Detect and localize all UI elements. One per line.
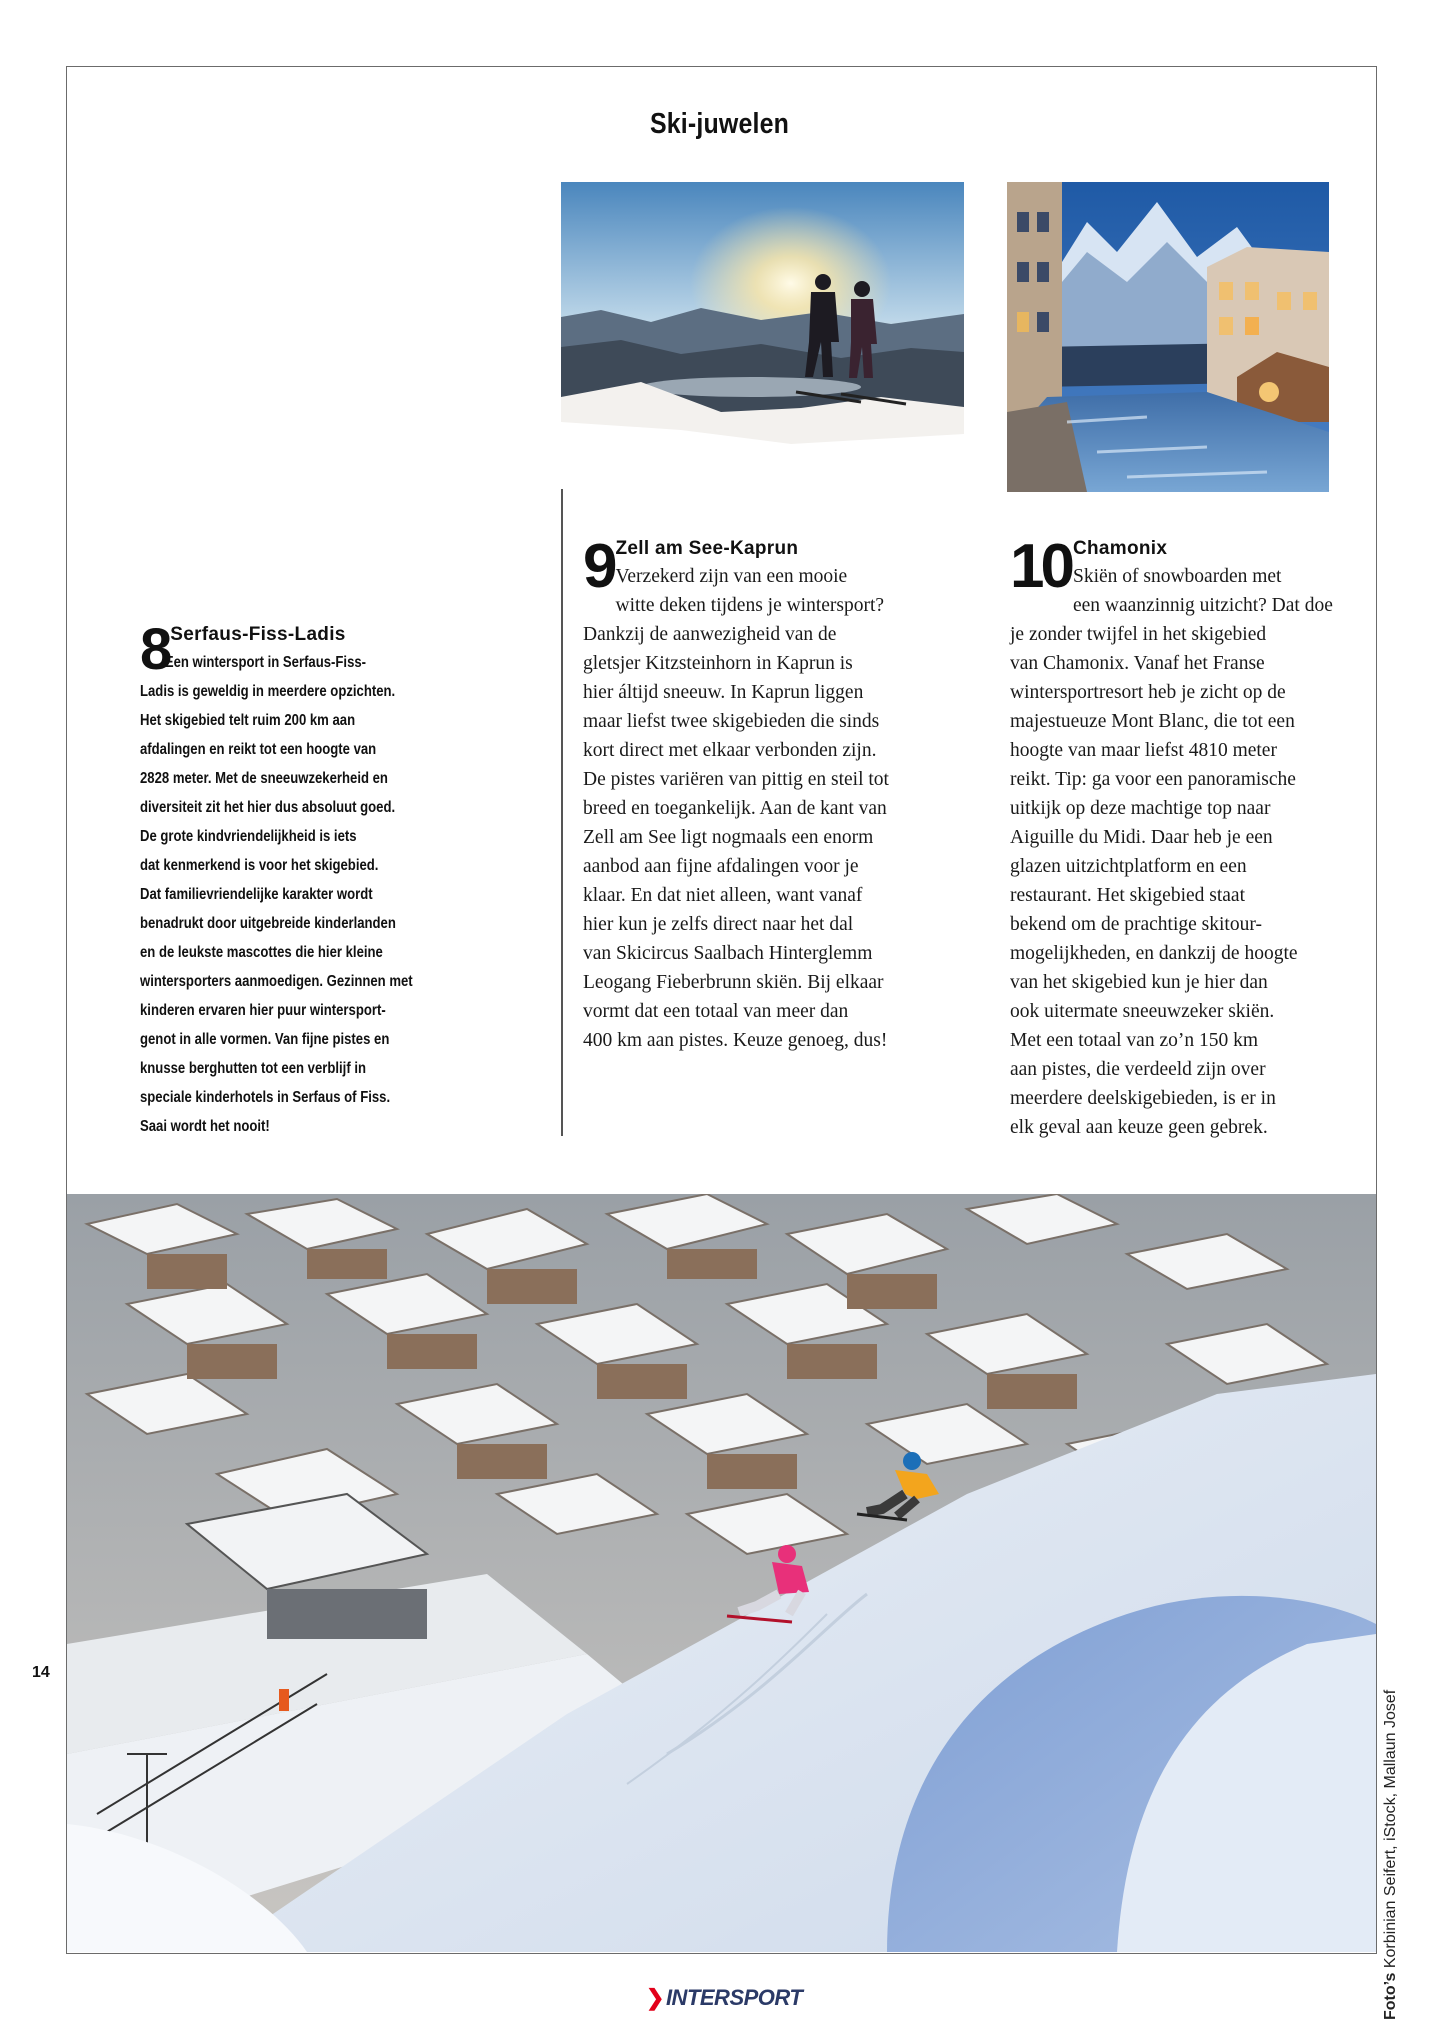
article-body — [140, 648, 437, 1141]
text-line: Dat familievriendelijke karakter wordt — [140, 886, 373, 903]
article-chamonix — [1010, 532, 1350, 1142]
photo-credit — [1382, 1690, 1400, 2020]
article-body — [583, 562, 943, 1055]
text-line: Een wintersport in Serfaus-Fiss- — [164, 654, 367, 671]
text-line: wintersporters aanmoedigen. Gezinnen met — [140, 973, 413, 990]
text-line: ook uitermate sneeuwzeker skiën. — [1010, 1001, 1275, 1022]
photo-zell-am-see — [561, 182, 964, 489]
article-number: 9 — [583, 532, 614, 601]
text-line: Skiën of snowboarden met — [1072, 566, 1282, 587]
text-line: majestueuze Mont Blanc, die tot een — [1010, 711, 1295, 732]
article-title: Serfaus-Fiss-Ladis — [170, 624, 346, 645]
text-line: Zell am See ligt nogmaals een enorm — [583, 827, 874, 848]
text-line: bekend om de prachtige skitour- — [1010, 914, 1262, 935]
text-line: speciale kinderhotels in Serfaus of Fiss. — [140, 1089, 391, 1106]
text-line: mogelijkheden, en dankzij de hoogte — [1010, 943, 1298, 964]
credit-label: Foto’s — [1382, 1972, 1399, 2020]
article-number: 8 — [140, 617, 169, 682]
text-line: kort direct met elkaar verbonden zijn. — [583, 740, 877, 761]
text-line: kinderen ervaren hier puur wintersport- — [140, 1002, 386, 1019]
logo-text: INTERSPORT — [665, 1985, 803, 2010]
text-line: van Chamonix. Vanaf het Franse — [1010, 653, 1265, 674]
logo-mark-icon: ❯ — [646, 1985, 664, 2010]
text-line: witte deken tijdens je wintersport? — [615, 595, 885, 616]
text-line: van Skicircus Saalbach Hinterglemm — [583, 943, 873, 964]
text-line: elk geval aan keuze geen gebrek. — [1010, 1117, 1268, 1138]
text-line: Het skigebied telt ruim 200 km aan — [140, 712, 356, 729]
text-line: restaurant. Het skigebied staat — [1010, 885, 1245, 906]
text-line: van het skigebied kun je hier dan — [1010, 972, 1268, 993]
text-line: hoogte van maar liefst 4810 meter — [1010, 740, 1277, 761]
text-line: De pistes variëren van pittig en steil tot — [583, 769, 889, 790]
article-serfaus — [140, 617, 520, 1141]
credit-text: Korbinian Seifert, iStock, Mallaun Josef — [1382, 1689, 1399, 1973]
text-line: Dankzij de aanwezigheid van de — [583, 624, 837, 645]
text-line: benadrukt door uitgebreide kinderlanden — [140, 915, 396, 932]
text-line: reikt. Tip: ga voor een panoramische — [1010, 769, 1296, 790]
text-line: hier áltijd sneeuw. In Kaprun liggen — [583, 682, 864, 703]
text-line: Ladis is geweldig in meerdere opzichten. — [140, 683, 396, 700]
text-line: hier kun je zelfs direct naar het dal — [583, 914, 854, 935]
text-line: maar liefst twee skigebieden die sinds — [583, 711, 880, 732]
text-line: meerdere deelskigebieden, is er in — [1010, 1088, 1276, 1109]
text-line: Saai wordt het nooit! — [140, 1118, 270, 1135]
page-number: 14 — [32, 1664, 50, 1681]
text-line: diversiteit zit het hier dus absoluut goed. — [140, 799, 396, 816]
text-line: Verzekerd zijn van een mooie — [615, 566, 848, 587]
column-divider — [561, 489, 563, 1136]
text-line: uitkijk op deze machtige top naar — [1010, 798, 1271, 819]
text-line: aan pistes, die verdeeld zijn over — [1010, 1059, 1266, 1080]
text-line: gletsjer Kitzsteinhorn in Kaprun is — [583, 653, 853, 674]
text-line: Leogang Fieberbrunn skiën. Bij elkaar — [583, 972, 884, 993]
text-line: genot in alle vormen. Van fijne pistes en — [140, 1031, 390, 1048]
text-line: 2828 meter. Met de sneeuwzekerheid en — [140, 770, 388, 787]
text-line: je zonder twijfel in het skigebied — [1010, 624, 1267, 645]
article-body — [1010, 562, 1350, 1142]
text-line: Met een totaal van zo’n 150 km — [1010, 1030, 1259, 1051]
article-title: Zell am See-Kaprun — [615, 538, 799, 559]
section-title: Ski-juwelen — [649, 108, 790, 140]
photo-chamonix — [1007, 182, 1329, 492]
text-line: 400 km aan pistes. Keuze genoeg, dus! — [583, 1030, 888, 1051]
article-title: Chamonix — [1072, 538, 1168, 559]
text-line: knusse berghutten tot een verblijf in — [140, 1060, 366, 1077]
text-line: wintersportresort heb je zicht op de — [1010, 682, 1286, 703]
text-line: vormt dat een totaal van meer dan — [583, 1001, 849, 1022]
text-line: een waanzinnig uitzicht? Dat doe — [1072, 595, 1333, 616]
text-line: breed en toegankelijk. Aan de kant van — [583, 798, 887, 819]
text-line: afdalingen en reikt tot een hoogte van — [140, 741, 377, 758]
text-line: aanbod aan fijne afdalingen voor je — [583, 856, 859, 877]
article-number: 10 — [1010, 532, 1071, 601]
text-line: dat kenmerkend is voor het skigebied. — [140, 857, 379, 874]
text-line: glazen uitzichtplatform en een — [1010, 856, 1247, 877]
text-line: De grote kindvriendelijkheid is iets — [140, 828, 357, 845]
photo-serfaus-slope — [67, 1194, 1376, 1952]
intersport-logo — [646, 1985, 802, 2011]
text-line: en de leukste mascottes die hier kleine — [140, 944, 383, 961]
text-line: klaar. En dat niet alleen, want vanaf — [583, 885, 863, 906]
text-line: Aiguille du Midi. Daar heb je een — [1010, 827, 1273, 848]
article-zell-am-see — [583, 532, 943, 1055]
